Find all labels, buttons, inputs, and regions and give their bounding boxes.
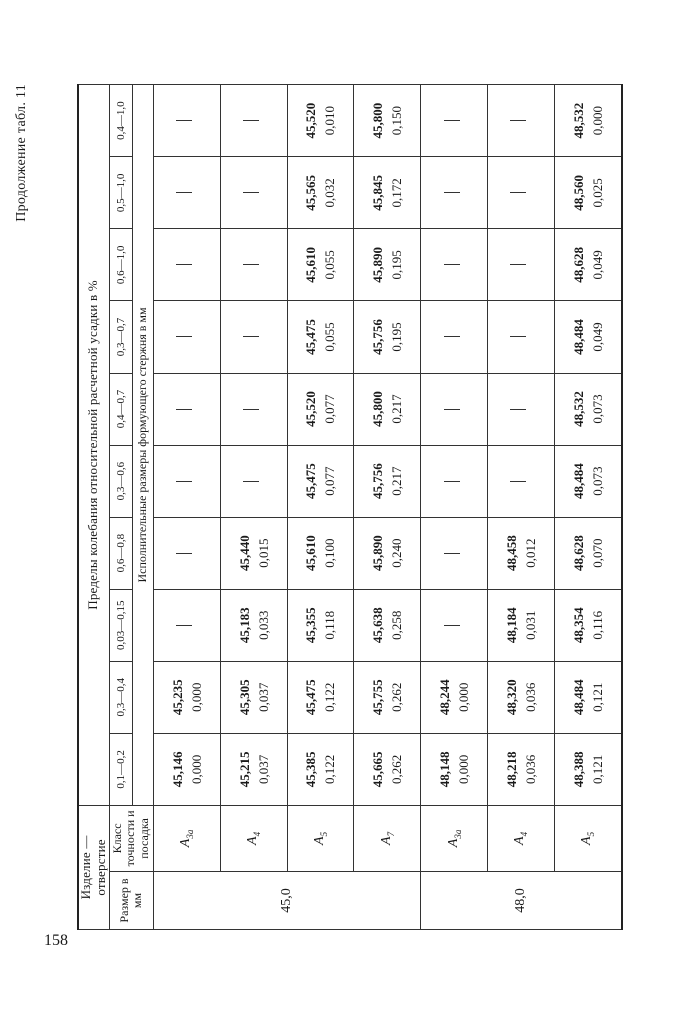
size-cell: 48,0 bbox=[421, 871, 622, 929]
dimension-value: 45,520 bbox=[303, 102, 319, 139]
value-cell bbox=[354, 157, 421, 229]
value-cell bbox=[354, 373, 421, 445]
tolerance-value: 0,000 bbox=[589, 106, 605, 136]
class-cell: $A_7$ bbox=[354, 805, 421, 871]
value-cell bbox=[220, 589, 287, 661]
tolerance-value: 0,000 bbox=[188, 682, 204, 712]
value-cell bbox=[421, 301, 488, 373]
empty-dash bbox=[510, 336, 526, 337]
value-cell bbox=[554, 733, 622, 805]
class-cell: $A_4$ bbox=[220, 805, 287, 871]
value-cell bbox=[421, 157, 488, 229]
dimension-value: 45,610 bbox=[303, 247, 319, 283]
tolerance-value: 0,122 bbox=[322, 682, 338, 712]
value-cell bbox=[421, 517, 488, 589]
tolerance-value: 0,070 bbox=[589, 538, 605, 568]
dimension-value: 45,475 bbox=[303, 679, 319, 716]
tolerance-value: 0,025 bbox=[589, 178, 605, 208]
page-number: 158 bbox=[44, 932, 68, 949]
shrinkage-limits-header: Пределы колебания относительной расчетной усадки в % bbox=[78, 85, 109, 806]
tolerance-value: 0,049 bbox=[589, 322, 605, 352]
table-row bbox=[554, 85, 622, 930]
dimension-value: 45,756 bbox=[370, 463, 386, 499]
value-cell bbox=[487, 157, 554, 229]
tolerance-value: 0,195 bbox=[389, 250, 405, 280]
empty-dash bbox=[176, 409, 192, 410]
value-cell bbox=[554, 157, 622, 229]
table-row bbox=[421, 85, 488, 930]
shrinkage-table bbox=[77, 84, 623, 930]
value-cell bbox=[354, 589, 421, 661]
tolerance-value: 0,118 bbox=[322, 610, 338, 640]
dimension-value: 45,665 bbox=[370, 751, 386, 788]
dimension-value: 48,320 bbox=[503, 679, 519, 716]
value-cell bbox=[287, 445, 354, 517]
tolerance-value: 0,055 bbox=[322, 250, 338, 280]
tolerance-value: 0,055 bbox=[322, 322, 338, 352]
value-cell bbox=[421, 445, 488, 517]
value-cell bbox=[421, 229, 488, 301]
value-cell bbox=[153, 157, 220, 229]
value-cell bbox=[554, 517, 622, 589]
value-cell bbox=[220, 517, 287, 589]
value-cell bbox=[153, 301, 220, 373]
value-cell bbox=[220, 373, 287, 445]
continuation-caption: Продолжение табл. 11 bbox=[14, 84, 29, 222]
table-row bbox=[153, 85, 220, 930]
value-cell bbox=[354, 229, 421, 301]
empty-dash bbox=[444, 120, 460, 121]
empty-dash bbox=[444, 409, 460, 410]
value-cell bbox=[487, 85, 554, 157]
range-header: 0,3—0,6 bbox=[109, 445, 132, 517]
dimension-value: 45,305 bbox=[236, 679, 252, 716]
value-cell bbox=[487, 445, 554, 517]
value-cell bbox=[354, 661, 421, 733]
dimension-value: 48,484 bbox=[570, 319, 586, 355]
value-cell bbox=[487, 517, 554, 589]
tolerance-value: 0,036 bbox=[522, 682, 538, 712]
empty-dash bbox=[243, 481, 259, 482]
tolerance-value: 0,073 bbox=[589, 394, 605, 424]
dimension-value: 48,244 bbox=[437, 679, 453, 716]
dimension-value: 45,800 bbox=[370, 391, 386, 427]
empty-dash bbox=[176, 553, 192, 554]
class-cell: $A_{3а}$ bbox=[153, 805, 220, 871]
value-cell bbox=[153, 517, 220, 589]
table-row bbox=[487, 85, 554, 930]
value-cell bbox=[487, 373, 554, 445]
empty-dash bbox=[444, 336, 460, 337]
tolerance-value: 0,031 bbox=[522, 610, 538, 640]
dimension-value: 45,756 bbox=[370, 319, 386, 355]
empty-dash bbox=[176, 481, 192, 482]
empty-dash bbox=[243, 192, 259, 193]
tolerance-value: 0,077 bbox=[322, 466, 338, 496]
empty-dash bbox=[176, 336, 192, 337]
tolerance-value: 0,000 bbox=[456, 682, 472, 712]
empty-dash bbox=[510, 192, 526, 193]
empty-dash bbox=[510, 120, 526, 121]
value-cell bbox=[421, 373, 488, 445]
tolerance-value: 0,217 bbox=[389, 466, 405, 496]
dimension-value: 45,355 bbox=[303, 607, 319, 644]
dimension-value: 45,440 bbox=[236, 535, 252, 572]
empty-dash bbox=[444, 553, 460, 554]
value-cell bbox=[287, 589, 354, 661]
tolerance-value: 0,012 bbox=[522, 538, 538, 568]
dimension-value: 48,532 bbox=[570, 391, 586, 427]
empty-dash bbox=[243, 409, 259, 410]
value-cell bbox=[421, 589, 488, 661]
value-cell bbox=[220, 661, 287, 733]
range-header: 0,3—0,4 bbox=[109, 661, 132, 733]
value-cell bbox=[153, 229, 220, 301]
value-cell bbox=[554, 589, 622, 661]
value-cell bbox=[487, 661, 554, 733]
tolerance-value: 0,033 bbox=[255, 610, 271, 640]
range-header: 0,5—1,0 bbox=[109, 157, 132, 229]
table-body bbox=[153, 85, 622, 930]
value-cell bbox=[287, 301, 354, 373]
class-cell: $A_{3а}$ bbox=[421, 805, 488, 871]
value-cell bbox=[554, 661, 622, 733]
tolerance-value: 0,121 bbox=[589, 682, 605, 712]
tolerance-value: 0,000 bbox=[456, 754, 472, 784]
value-cell bbox=[421, 733, 488, 805]
range-header: 0,4—0,7 bbox=[109, 373, 132, 445]
tolerance-value: 0,258 bbox=[389, 610, 405, 640]
value-cell bbox=[287, 733, 354, 805]
value-cell bbox=[287, 85, 354, 157]
class-subscript: 3а bbox=[452, 829, 463, 839]
value-cell bbox=[354, 517, 421, 589]
dimension-value: 48,218 bbox=[503, 751, 519, 788]
value-cell bbox=[554, 301, 622, 373]
value-cell bbox=[287, 157, 354, 229]
dimension-value: 48,484 bbox=[570, 679, 586, 716]
value-cell bbox=[220, 301, 287, 373]
table-row bbox=[287, 85, 354, 930]
value-cell bbox=[421, 85, 488, 157]
dimension-value: 45,183 bbox=[236, 607, 252, 644]
dimension-value: 45,385 bbox=[303, 751, 319, 788]
tolerance-value: 0,073 bbox=[589, 466, 605, 496]
dimension-value: 45,755 bbox=[370, 679, 386, 716]
tolerance-value: 0,262 bbox=[389, 754, 405, 784]
empty-dash bbox=[176, 192, 192, 193]
value-cell bbox=[487, 229, 554, 301]
class-subscript: 7 bbox=[385, 831, 396, 837]
empty-dash bbox=[510, 264, 526, 265]
dimension-value: 45,475 bbox=[303, 463, 319, 499]
empty-dash bbox=[444, 192, 460, 193]
value-cell bbox=[153, 85, 220, 157]
table-row bbox=[220, 85, 287, 930]
size-cell: 45,0 bbox=[153, 871, 420, 929]
value-cell bbox=[287, 661, 354, 733]
dimension-value: 48,560 bbox=[570, 174, 586, 211]
value-cell bbox=[153, 589, 220, 661]
value-cell bbox=[487, 733, 554, 805]
value-cell bbox=[153, 373, 220, 445]
value-cell bbox=[220, 157, 287, 229]
value-cell bbox=[487, 301, 554, 373]
tolerance-value: 0,100 bbox=[322, 538, 338, 568]
value-cell bbox=[153, 733, 220, 805]
tolerance-value: 0,077 bbox=[322, 394, 338, 424]
tolerance-value: 0,000 bbox=[188, 754, 204, 784]
value-cell bbox=[220, 85, 287, 157]
dimension-value: 48,388 bbox=[570, 751, 586, 788]
value-cell bbox=[220, 733, 287, 805]
tolerance-value: 0,037 bbox=[255, 754, 271, 784]
dimension-value: 48,458 bbox=[503, 535, 519, 572]
empty-dash bbox=[243, 336, 259, 337]
class-subscript: 5 bbox=[318, 831, 329, 837]
value-cell bbox=[354, 301, 421, 373]
dimension-value: 48,184 bbox=[503, 607, 519, 644]
value-cell bbox=[153, 445, 220, 517]
dimension-value: 45,890 bbox=[370, 535, 386, 572]
value-cell bbox=[554, 85, 622, 157]
value-cell bbox=[354, 445, 421, 517]
empty-dash bbox=[243, 264, 259, 265]
tolerance-value: 0,036 bbox=[522, 754, 538, 784]
dimensions-label: Исполнительные размеры формующего стержня в мм bbox=[132, 85, 153, 806]
tolerance-value: 0,015 bbox=[255, 538, 271, 568]
dimension-value: 48,628 bbox=[570, 247, 586, 283]
range-header: 0,1—0,2 bbox=[109, 733, 132, 805]
class-cell: $A_5$ bbox=[554, 805, 622, 871]
range-header: 0,6—1,0 bbox=[109, 229, 132, 301]
class-cell: $A_4$ bbox=[487, 805, 554, 871]
tolerance-value: 0,116 bbox=[589, 610, 605, 640]
range-header: 0,6—0,8 bbox=[109, 517, 132, 589]
class-cell: $A_5$ bbox=[287, 805, 354, 871]
tolerance-value: 0,121 bbox=[589, 754, 605, 784]
item-hole-header: Изделие — отверстие bbox=[78, 805, 109, 929]
tolerance-value: 0,172 bbox=[389, 178, 405, 208]
empty-dash bbox=[444, 481, 460, 482]
value-cell bbox=[487, 589, 554, 661]
value-cell bbox=[354, 85, 421, 157]
dimension-value: 45,565 bbox=[303, 174, 319, 211]
dimension-value: 45,235 bbox=[169, 679, 185, 716]
value-cell bbox=[354, 733, 421, 805]
tolerance-value: 0,262 bbox=[389, 682, 405, 712]
empty-dash bbox=[243, 120, 259, 121]
class-subscript: 3а bbox=[185, 829, 196, 839]
size-header: Размер в мм bbox=[109, 871, 153, 929]
value-cell bbox=[153, 661, 220, 733]
dimension-value: 45,475 bbox=[303, 319, 319, 355]
empty-dash bbox=[510, 409, 526, 410]
value-cell bbox=[287, 517, 354, 589]
dimension-value: 45,520 bbox=[303, 391, 319, 427]
dimension-value: 48,148 bbox=[437, 751, 453, 788]
value-cell bbox=[554, 373, 622, 445]
dimension-value: 45,146 bbox=[169, 751, 185, 788]
table-row bbox=[354, 85, 421, 930]
dimension-value: 45,845 bbox=[370, 174, 386, 211]
value-cell bbox=[421, 661, 488, 733]
value-cell bbox=[554, 445, 622, 517]
tolerance-value: 0,049 bbox=[589, 250, 605, 280]
class-subscript: 5 bbox=[586, 831, 597, 837]
dimension-value: 45,638 bbox=[370, 607, 386, 644]
value-cell bbox=[220, 229, 287, 301]
empty-dash bbox=[444, 625, 460, 626]
tolerance-value: 0,240 bbox=[389, 538, 405, 568]
dimension-value: 48,532 bbox=[570, 102, 586, 139]
empty-dash bbox=[444, 264, 460, 265]
dimension-value: 48,484 bbox=[570, 463, 586, 499]
dimension-value: 45,610 bbox=[303, 535, 319, 572]
class-subscript: 4 bbox=[251, 831, 262, 837]
value-cell bbox=[554, 229, 622, 301]
empty-dash bbox=[176, 264, 192, 265]
dimension-value: 48,354 bbox=[570, 607, 586, 644]
range-header: 0,3—0,7 bbox=[109, 301, 132, 373]
range-header: 0,4—1,0 bbox=[109, 85, 132, 157]
tolerance-value: 0,195 bbox=[389, 322, 405, 352]
tolerance-value: 0,217 bbox=[389, 394, 405, 424]
class-header: Класс точности и посадка bbox=[109, 805, 153, 871]
empty-dash bbox=[176, 120, 192, 121]
dimension-value: 48,628 bbox=[570, 535, 586, 572]
tolerance-value: 0,150 bbox=[389, 106, 405, 136]
empty-dash bbox=[176, 625, 192, 626]
empty-dash bbox=[510, 481, 526, 482]
tolerance-value: 0,122 bbox=[322, 754, 338, 784]
class-subscript: 4 bbox=[519, 831, 530, 837]
value-cell bbox=[220, 445, 287, 517]
tolerance-value: 0,037 bbox=[255, 682, 271, 712]
tolerance-value: 0,010 bbox=[322, 106, 338, 136]
dimension-value: 45,800 bbox=[370, 102, 386, 139]
tolerance-value: 0,032 bbox=[322, 178, 338, 208]
value-cell bbox=[287, 373, 354, 445]
range-header: 0,03—0,15 bbox=[109, 589, 132, 661]
dimension-value: 45,890 bbox=[370, 247, 386, 283]
value-cell bbox=[287, 229, 354, 301]
dimension-value: 45,215 bbox=[236, 751, 252, 788]
